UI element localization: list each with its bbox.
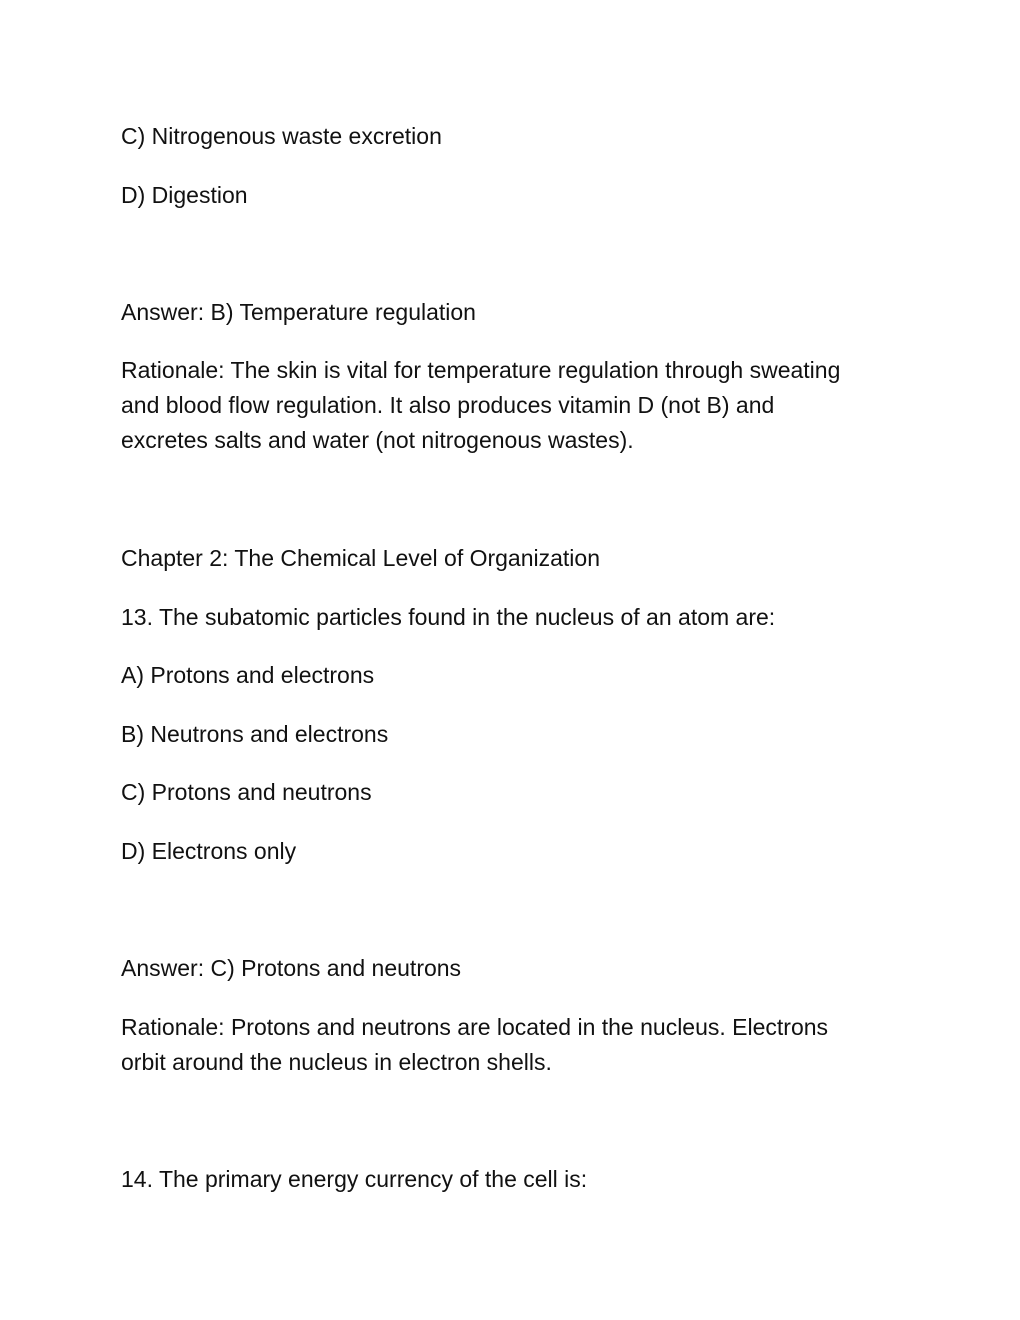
q12-rationale-line: and blood flow regulation. It also produces vitamin D (not B) and: [121, 392, 775, 418]
q12-rationale-line: Rationale: The skin is vital for temperature regulation through sweating: [121, 357, 841, 383]
q13-question: 13. The subatomic particles found in the nucleus of an atom are:: [121, 604, 776, 630]
q13-option-a: A) Protons and electrons: [121, 662, 375, 688]
q12-answer: Answer: B) Temperature regulation: [121, 299, 476, 325]
q14-question: 14. The primary energy currency of the cell is:: [121, 1166, 588, 1192]
q12-rationale-line: excretes salts and water (not nitrogenous wastes).: [121, 427, 634, 453]
q12-option-c: C) Nitrogenous waste excretion: [121, 123, 442, 149]
q13-answer: Answer: C) Protons and neutrons: [121, 955, 462, 981]
q12-option-d: D) Digestion: [121, 182, 248, 208]
q13-option-b: B) Neutrons and electrons: [121, 721, 389, 747]
q13-rationale: [121, 1010, 911, 1080]
q13-rationale-line: orbit around the nucleus in electron shells.: [121, 1049, 552, 1075]
q13-option-c: C) Protons and neutrons: [121, 779, 372, 805]
q13-rationale-line: Rationale: Protons and neutrons are located in the nucleus. Electrons: [121, 1014, 829, 1040]
q13-option-d: D) Electrons only: [121, 838, 297, 864]
q12-rationale: [121, 353, 911, 458]
chapter-heading: Chapter 2: The Chemical Level of Organization: [121, 545, 601, 571]
